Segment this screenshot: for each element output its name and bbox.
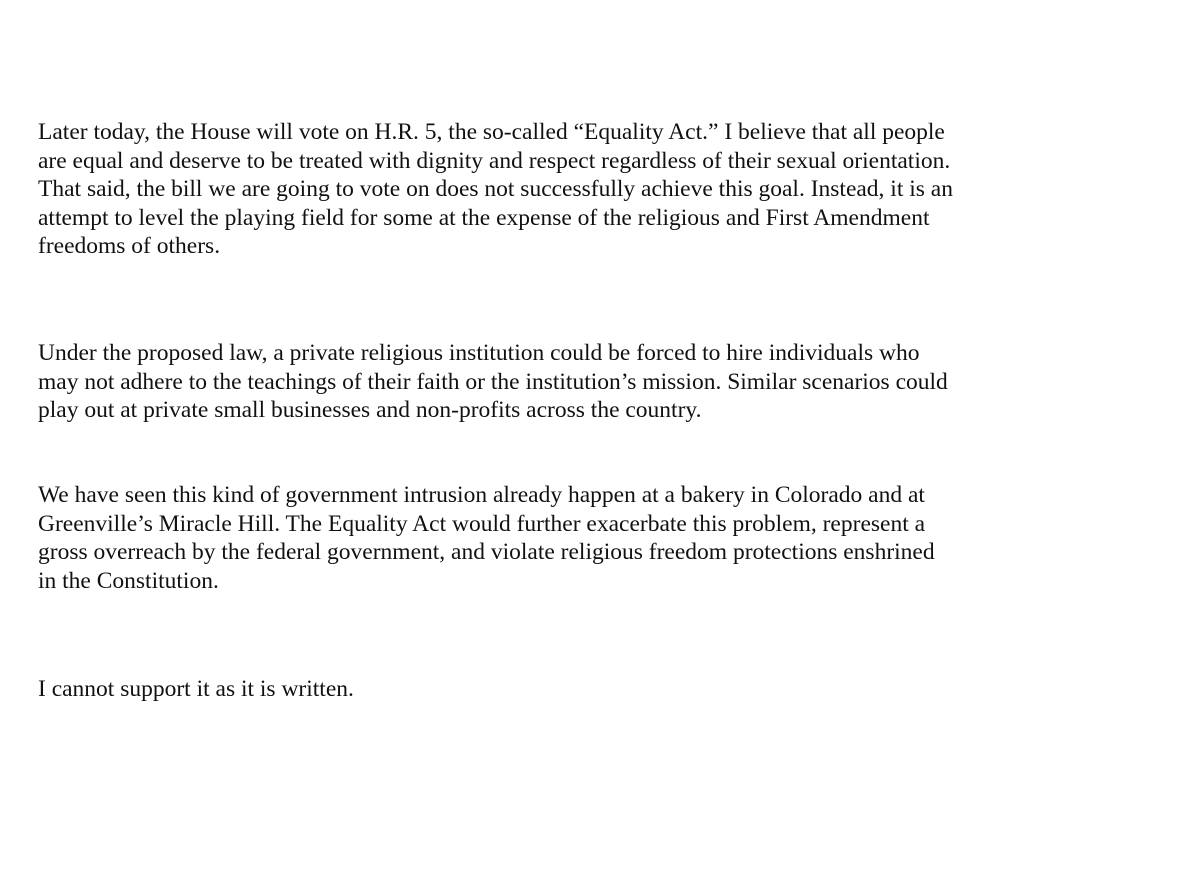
- text-line: attempt to level the playing field for some at the expense of the religious and First Amendment: [38, 204, 930, 231]
- text-line: gross overreach by the federal government, and violate religious freedom protections enshrined: [38, 539, 935, 565]
- text-line: Later today, the House will vote on H.R. 5, the so-called “Equality Act.” I believe that all people: [38, 119, 945, 145]
- text-line: freedoms of others.: [38, 233, 221, 259]
- paragraph-closing-statement: [38, 675, 354, 704]
- text-line: may not adhere to the teachings of their faith or the institution’s mission. Similar scenarios could: [38, 368, 948, 395]
- text-line: Greenville’s Miracle Hill. The Equality Act would further exacerbate this problem, represent a: [38, 510, 926, 537]
- text-line: I cannot support it as it is written.: [38, 676, 354, 702]
- text-line: in the Constitution.: [38, 567, 219, 594]
- text-line: We have seen this kind of government intrusion already happen at a bakery in Colorado and at: [38, 482, 925, 508]
- paragraph-government-intrusion: [38, 481, 935, 595]
- text-line: That said, the bill we are going to vote on does not successfully achieve this goal. Instead, it is an: [38, 176, 953, 202]
- text-line: play out at private small businesses and non-profits across the country.: [38, 397, 702, 423]
- text-line: are equal and deserve to be treated with dignity and respect regardless of their sexual orientation.: [38, 147, 951, 174]
- text-line: Under the proposed law, a private religious institution could be forced to hire individuals who: [38, 340, 920, 366]
- paragraph-equality-act-vote: [38, 118, 953, 261]
- paragraph-proposed-law: [38, 339, 948, 425]
